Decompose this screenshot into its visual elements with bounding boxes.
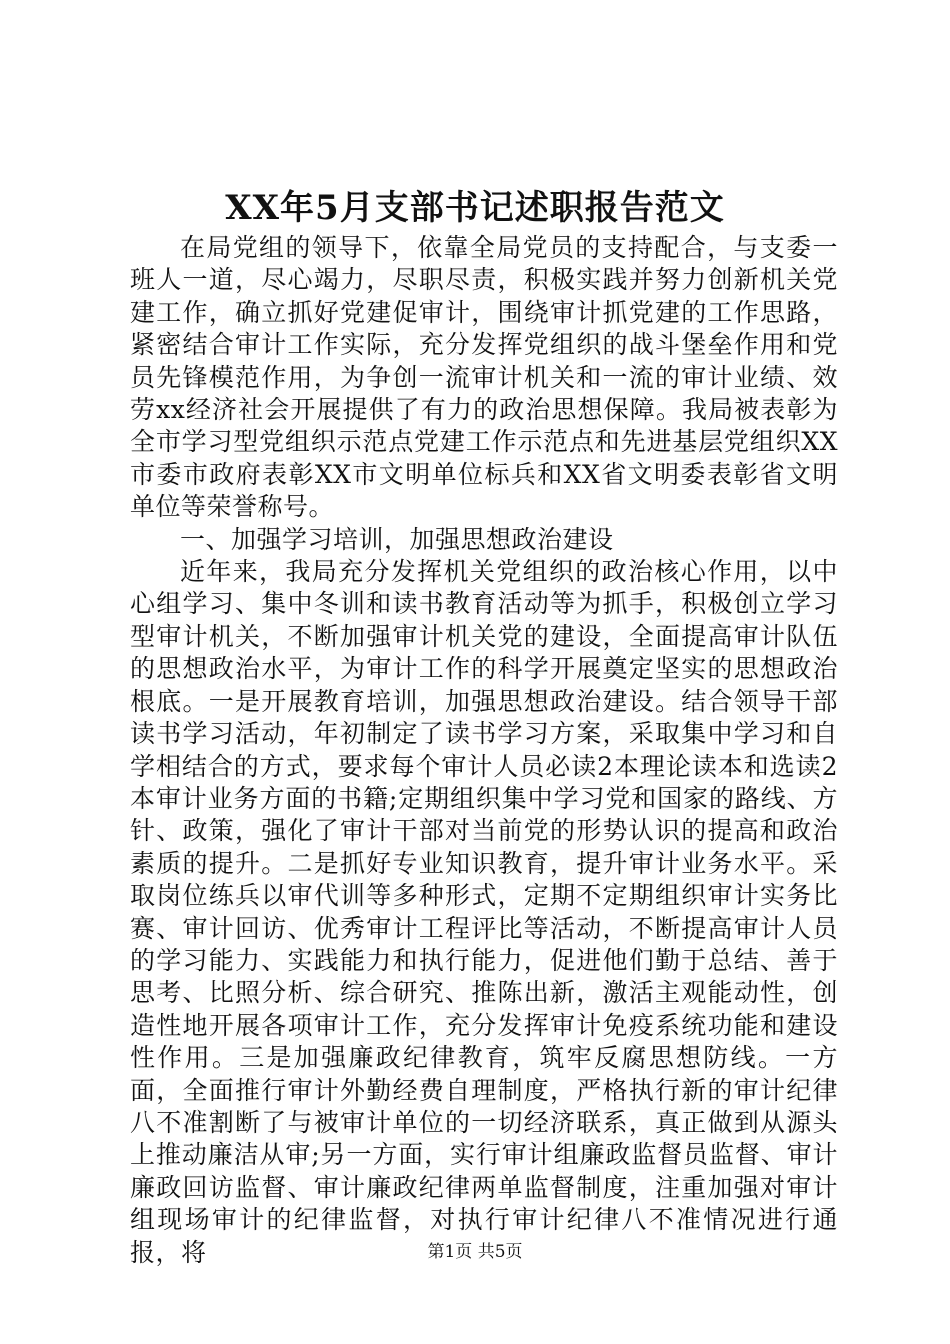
intro-paragraph: 在局党组的领导下，依靠全局党员的支持配合，与支委一班人一道，尽心竭力，尽职尽责，积极实践并努力创新机关党建工作，确立抓好党建促审计，围绕审计抓党建的工作思路，紧密结合审计工作实际，充分发挥党组织的战斗堡垒作用和党员先锋模范作用，为争创一流审计机关和一流的审计业绩、效劳xx经济社会开展提供了有力的政治思想保障。我局被表彰为全市学习型党组织示范点党建工作示范点和先进基层党组织XX市委市政府表彰XX市文明单位标兵和XX省文明委表彰省文明单位等荣誉称号。 [130, 233, 838, 522]
section-paragraph: 近年来，我局充分发挥机关党组织的政治核心作用，以中心组学习、集中冬训和读书教育活动等为抓手，积极创立学习型审计机关，不断加强审计机关党的建设，全面提高审计队伍的思想政治水平，为审计工作的科学开展奠定坚实的思想政治根底。一是开展教育培训，加强思想政治建设。结合领导干部读书学习活动，年初制定了读书学习方案，采取集中学习和自学相结合的方式，要求每个审计人员必读2本理论读本和选读2本审计业务方面的书籍;定期组织集中学习党和国家的路线、方针、政策，强化了审计干部对当前党的形势认识的提高和政治素质的提升。二是抓好专业知识教育，提升审计业务水平。采取岗位练兵以审代训等多种形式，定期不定期组织审计实务比赛、审计回访、优秀审计工程评比等活动，不断提高审计人员的学习能力、实践能力和执行能力，促进他们勤于总结、善于思考、比照分析、综合研究、推陈出新，激活主观能动性，创造性地开展各项审计工作，充分发挥审计免疫系统功能和建设性作用。三是加强廉政纪律教育，筑牢反腐思想防线。一方面，全面推行审计外勤经费自理制度，严格执行新的审计纪律八不准割断了与被审计单位的一切经济联系，真正做到从源头上推动廉洁从审;另一方面，实行审计组廉政监督员监督、审计廉政回访监督、审计廉政纪律两单监督制度，注重加强对审计组现场审计的纪律监督，对执行审计纪律八不准情况进行通报，将 [130, 557, 838, 1267]
page-number-footer: 第1页 共5页 [427, 1242, 523, 1262]
document-title: XX年5月支部书记述职报告范文 [225, 188, 725, 228]
section-heading: 一、加强学习培训，加强思想政治建设 [180, 524, 614, 554]
document-body [130, 232, 838, 1269]
